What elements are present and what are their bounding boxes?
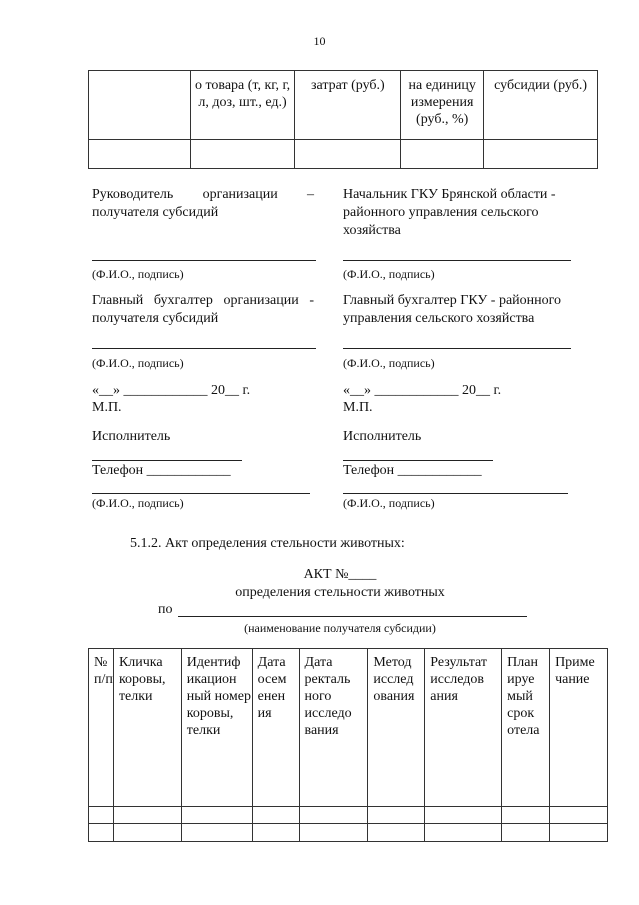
header-cell [89, 71, 191, 140]
po-label: по [158, 602, 173, 617]
table-cell [425, 824, 502, 842]
table-cell [113, 807, 181, 824]
table-cell [425, 807, 502, 824]
stamp-mark: М.П. [343, 400, 373, 415]
table-cell [252, 807, 299, 824]
right-head-title: Начальник ГКУ Брянской области - районного управления сельского хозяйства [343, 187, 556, 238]
header-cell: План ируе мый срок отела [502, 649, 550, 807]
fio-caption: (Ф.И.О., подпись) [92, 356, 184, 370]
header-cell: Кличка коровы, телки [113, 649, 181, 807]
header-cell: субсидии (руб.) [484, 71, 598, 140]
executor-label: Исполнитель [92, 429, 171, 444]
recipient-line [178, 616, 527, 617]
signature-line [343, 460, 493, 461]
stamp-mark: М.П. [92, 400, 122, 415]
table-cell [190, 140, 295, 169]
table-cell [368, 807, 425, 824]
signature-line [92, 260, 316, 261]
header-cell: Дата ректаль ного исследо вания [299, 649, 368, 807]
table-cell [181, 824, 252, 842]
act-subtitle: определения стельности животных [235, 585, 445, 600]
section-heading: 5.1.2. Акт определения стельности животных: [130, 536, 405, 551]
fio-caption: (Ф.И.О., подпись) [343, 356, 435, 370]
act-title: АКТ №____ [303, 567, 377, 582]
table-cell [502, 807, 550, 824]
table-cell [502, 824, 550, 842]
left-head-title: Руководитель организации – получателя субсидий [92, 187, 314, 220]
date-line: «__» ____________ 20__ г. [343, 383, 502, 398]
executor-label: Исполнитель [343, 429, 422, 444]
page-number: 10 [313, 34, 326, 48]
table-cell [484, 140, 598, 169]
header-cell: Дата осем енен ия [252, 649, 299, 807]
signature-line [343, 348, 571, 349]
right-accountant: Главный бухгалтер ГКУ - районного управления сельского хозяйства [343, 293, 562, 326]
table-cell [89, 807, 114, 824]
act-table [88, 648, 608, 842]
header-cell: затрат (руб.) [295, 71, 401, 140]
fio-caption: (Ф.И.О., подпись) [343, 267, 435, 281]
table-cell [299, 807, 368, 824]
header-cell: № п/п [89, 649, 114, 807]
signature-line [92, 460, 242, 461]
fio-caption: (Ф.И.О., подпись) [343, 496, 435, 510]
table-cell [295, 140, 401, 169]
signature-line [343, 260, 571, 261]
table-cell [89, 824, 114, 842]
fio-caption: (Ф.И.О., подпись) [92, 496, 184, 510]
recipient-caption: (наименование получателя субсидии) [244, 621, 436, 635]
table-cell [550, 824, 608, 842]
signature-line [343, 493, 568, 494]
header-cell: Метод исслед ования [368, 649, 425, 807]
header-cell: Результат исследов ания [425, 649, 502, 807]
table-cell [368, 824, 425, 842]
header-cell: на единицу измерения (руб., %) [401, 71, 484, 140]
phone-line: Телефон ____________ [92, 463, 231, 478]
fio-caption: (Ф.И.О., подпись) [92, 267, 184, 281]
header-cell: о товара (т, кг, г, л, доз, шт., ед.) [190, 71, 295, 140]
table-cell [550, 807, 608, 824]
phone-line: Телефон ____________ [343, 463, 482, 478]
header-cell: Приме чание [550, 649, 608, 807]
date-line: «__» ____________ 20__ г. [92, 383, 251, 398]
table-cell [252, 824, 299, 842]
signature-line [92, 493, 310, 494]
header-cell: Идентиф икацион ный номер коровы, телки [181, 649, 252, 807]
table-cell [181, 807, 252, 824]
table-cell [299, 824, 368, 842]
table-cell [401, 140, 484, 169]
left-accountant: Главный бухгалтер организации - получателя субсидий [92, 293, 314, 326]
subsidy-table [88, 70, 598, 169]
table-cell [113, 824, 181, 842]
signature-line [92, 348, 316, 349]
table-cell [89, 140, 191, 169]
